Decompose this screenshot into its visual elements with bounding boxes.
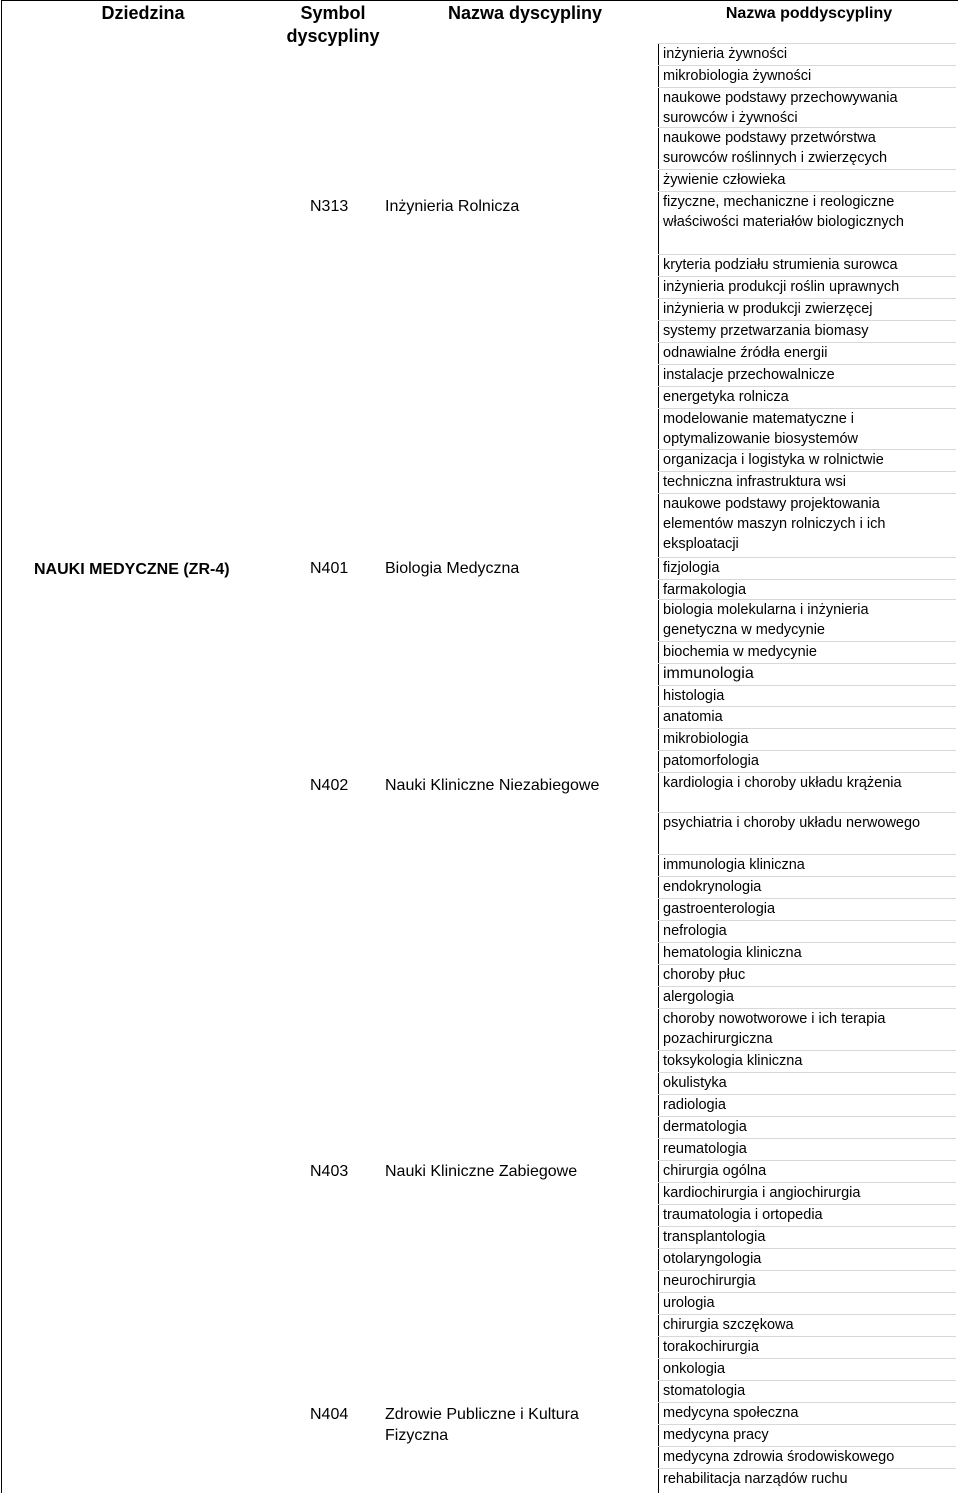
subdiscipline-item [663,88,953,128]
header-discipline: Nazwa dyscypliny [447,3,603,23]
subdiscipline-line: naukowe podstawy przetwórstwa [663,130,876,146]
subdiscipline-line: urologia [663,1295,715,1311]
subdiscipline-item [663,751,953,771]
subdiscipline-line: farmakologia [663,582,747,598]
subdiscipline-line: immunologia [663,665,754,682]
subdiscipline-item [663,299,953,319]
subdiscipline-line: anatomia [663,709,723,725]
subdiscipline-item [663,472,953,492]
subdiscipline-line: toksykologia kliniczna [663,1053,803,1069]
subdiscipline-line: neurochirurgia [663,1273,756,1289]
discipline-symbol: N403 [310,1163,349,1180]
subdiscipline-item [663,1051,953,1071]
subdiscipline-item [663,642,953,662]
discipline-symbol: N313 [310,198,349,215]
subdiscipline-item [663,773,953,793]
subdiscipline-line: mikrobiologia [663,731,749,747]
subdiscipline-line: inżynieria produkcji roślin uprawnych [663,279,900,295]
subdiscipline-line: alergologia [663,989,734,1005]
subdiscipline-item [663,1227,953,1247]
subdiscipline-item [663,66,953,86]
discipline-symbol: N404 [310,1406,349,1423]
subdiscipline-item [663,343,953,363]
subdiscipline-item [663,1315,953,1335]
subdiscipline-line: surowców roślinnych i zwierzęcych [663,150,888,166]
subdiscipline-line: rehabilitacja narządów ruchu [663,1471,848,1487]
subdiscipline-item [663,1403,953,1423]
subdiscipline-item [663,321,953,341]
subdiscipline-line: dermatologia [663,1119,747,1135]
discipline-name: Nauki Kliniczne Niezabiegowe [385,777,600,794]
discipline-symbol: N402 [310,777,349,794]
subdiscipline-line: medycyna społeczna [663,1405,799,1421]
subdiscipline-line: torakochirurgia [663,1339,759,1355]
subdiscipline-line: chirurgia szczękowa [663,1317,794,1333]
subdiscipline-line: okulistyka [663,1075,727,1091]
subdiscipline-item [663,1337,953,1357]
subdiscipline-item [663,813,953,833]
subdiscipline-line: kardiologia i choroby układu krążenia [663,775,902,791]
subdiscipline-line: właściwości materiałów biologicznych [663,214,904,230]
subdiscipline-line: surowców i żywności [663,110,798,126]
subdiscipline-line: kryteria podziału strumienia surowca [663,257,898,273]
header-subdiscipline: Nazwa poddyscypliny [725,5,893,22]
subdiscipline-item [663,387,953,407]
subdiscipline-line: fizyczne, mechaniczne i reologiczne [663,194,895,210]
subdiscipline-item [663,899,953,919]
subdiscipline-line: hematologia kliniczna [663,945,802,961]
subdiscipline-line: instalacje przechowalnicze [663,367,835,383]
subdiscipline-line: choroby płuc [663,967,746,983]
subdiscipline-line: medycyna zdrowia środowiskowego [663,1449,895,1465]
subdiscipline-line: fizjologia [663,560,720,576]
subdiscipline-item [663,1117,953,1137]
subdiscipline-item [663,1183,953,1203]
subdiscipline-item [663,1447,953,1467]
discipline-symbol: N401 [310,560,349,577]
subdiscipline-item [663,943,953,963]
subdiscipline-item [663,580,953,600]
subdiscipline-item [663,255,953,275]
subdiscipline-item [663,192,953,232]
subdiscipline-line: onkologia [663,1361,726,1377]
subdiscipline-item [663,686,953,706]
subdiscipline-item [663,987,953,1007]
subdiscipline-line: reumatologia [663,1141,747,1157]
subdiscipline-line: mikrobiologia żywności [663,68,812,84]
subdiscipline-line: otolaryngologia [663,1251,762,1267]
subdiscipline-item [663,729,953,749]
subdiscipline-item [663,494,953,554]
subdiscipline-line: odnawialne źródła energii [663,345,828,361]
table-left-border [1,0,2,1493]
subdiscipline-item [663,877,953,897]
subdiscipline-line: optymalizowanie biosystemów [663,431,859,447]
subdiscipline-line: psychiatria i choroby układu nerwowego [663,815,921,831]
subdiscipline-item [663,600,953,640]
subdiscipline-line: modelowanie matematyczne i [663,411,855,427]
subdiscipline-item [663,450,953,470]
subdiscipline-line: organizacja i logistyka w rolnictwie [663,452,884,468]
discipline-name: Biologia Medyczna [385,560,520,577]
subdiscipline-line: energetyka rolnicza [663,389,789,405]
discipline-name: Nauki Kliniczne Zabiegowe [385,1163,578,1180]
subdiscipline-item [663,1009,953,1049]
subdiscipline-line: systemy przetwarzania biomasy [663,323,869,339]
subdiscipline-line: inżynieria żywności [663,46,788,62]
subdiscipline-line: patomorfologia [663,753,759,769]
subdiscipline-line: choroby nowotworowe i ich terapia [663,1011,886,1027]
subdiscipline-item [663,365,953,385]
subdiscipline-line: biologia molekularna i inżynieria [663,602,869,618]
domain-label: NAUKI MEDYCZNE (ZR-4) [34,561,230,578]
subdiscipline-item [663,1425,953,1445]
subdiscipline-item [663,1249,953,1269]
subdiscipline-line: nefrologia [663,923,727,939]
subdiscipline-item [663,1095,953,1115]
subdiscipline-line: medycyna pracy [663,1427,769,1443]
subdiscipline-item [663,1205,953,1225]
header-symbol: Symbol dyscypliny [286,3,380,46]
subdiscipline-line: inżynieria w produkcji zwierzęcej [663,301,873,317]
subdiscipline-line: biochemia w medycynie [663,644,817,660]
subdiscipline-item [663,409,953,449]
subdiscipline-line: naukowe podstawy przechowywania [663,90,898,106]
subdiscipline-line: genetyczna w medycynie [663,622,825,638]
subdiscipline-item [663,170,953,190]
subdiscipline-item [663,1381,953,1401]
subdiscipline-item [663,1271,953,1291]
discipline-name: Inżynieria Rolnicza [385,198,520,215]
subdiscipline-line: chirurgia ogólna [663,1163,767,1179]
subdiscipline-line: kardiochirurgia i angiochirurgia [663,1185,861,1201]
subdiscipline-item [663,855,953,875]
discipline-name: Zdrowie Publiczne i Kultura Fizyczna [385,1406,579,1444]
header-domain: Dziedzina [101,3,185,23]
column-divider [658,44,659,1493]
subdiscipline-line: techniczna infrastruktura wsi [663,474,846,490]
subdiscipline-item [663,921,953,941]
subdiscipline-line: żywienie człowieka [663,172,786,188]
subdiscipline-line: radiologia [663,1097,726,1113]
subdiscipline-line: histologia [663,688,725,704]
subdiscipline-item [663,1161,953,1181]
subdiscipline-line: gastroenterologia [663,901,776,917]
subdiscipline-line: traumatologia i ortopedia [663,1207,823,1223]
subdiscipline-item [663,1139,953,1159]
subdiscipline-item [663,707,953,727]
subdiscipline-line: stomatologia [663,1383,746,1399]
subdiscipline-item [663,277,953,297]
subdiscipline-item [663,1469,953,1489]
table-top-border [1,0,958,1]
subdiscipline-item [663,664,953,684]
subdiscipline-line: elementów maszyn rolniczych i ich [663,516,886,532]
subdiscipline-line: transplantologia [663,1229,766,1245]
subdiscipline-line: endokrynologia [663,879,762,895]
subdiscipline-line: eksploatacji [663,536,739,552]
subdiscipline-line: naukowe podstawy projektowania [663,496,880,512]
subdiscipline-item [663,558,953,578]
subdiscipline-line: immunologia kliniczna [663,857,805,873]
subdiscipline-item [663,1073,953,1093]
subdiscipline-item [663,44,953,64]
subdiscipline-line: pozachirurgiczna [663,1031,773,1047]
subdiscipline-item [663,1293,953,1313]
subdiscipline-item [663,965,953,985]
subdiscipline-item [663,128,953,168]
subdiscipline-item [663,1359,953,1379]
